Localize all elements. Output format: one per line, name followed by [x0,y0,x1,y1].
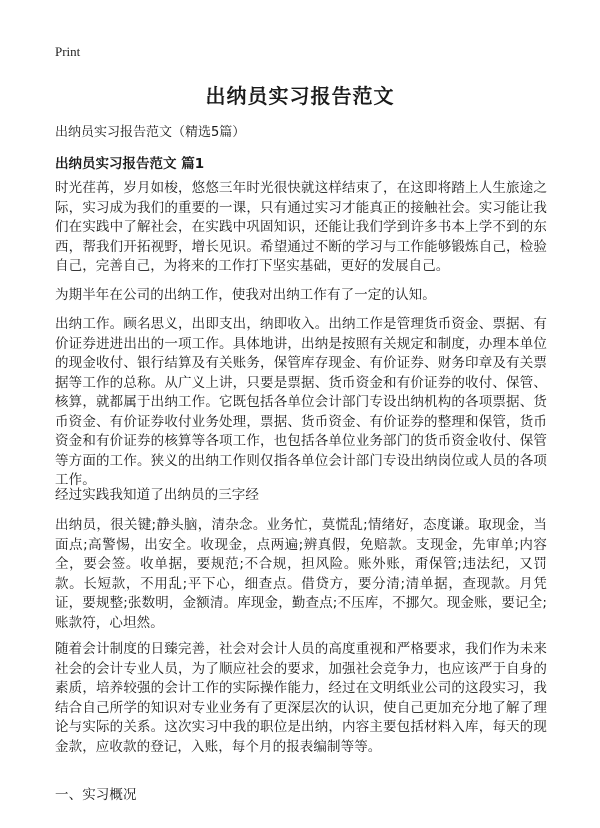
subsection-heading: 一、实习概况 [55,787,137,803]
paragraph: 随着会计制度的日臻完善，社会对会计人员的高度重视和严格要求，我们作为未来社会的会计专业人员，为了顺应社会的要求，加强社会竞争力，也应该严于自身的素质，培养较强的会计工作的实际操作能力，经过在文明纸业公司的这段实习，我结合自己所学的知识对专业业务有了更深层次的认识，使自己更加充分地了解了理论与实际的关系。这次实习中我的职位是出纳，内容主要包括材料入库，每天的现金款，应收款的登记，入账，每个月的报表编制等等。 [55,641,547,755]
print-link[interactable]: Print [55,44,81,59]
document-subtitle: 出纳员实习报告范文（精选5篇） [55,125,246,140]
document-title: 出纳员实习报告范文 [205,84,395,108]
paragraph: 时光荏苒，岁月如梭，悠悠三年时光很快就这样结束了，在这即将踏上人生旅途之际，实习成为我们的重要的一课，只有通过实习才能真正的接触社会。实习能让我们在实践中了解社会，在实践中巩固知识，还能让我们学到许多书本上学不到的东西，帮我们开拓视野，增长见识。希望通过不断的学习与工作能够锻炼自己，检验自己，完善自己，为将来的工作打下坚实基础，更好的发展自己。 [55,180,547,274]
section-heading: 出纳员实习报告范文 篇1 [55,156,205,172]
paragraph: 出纳工作。顾名思义，出即支出，纳即收入。出纳工作是管理货币资金、票据、有价证券进进出出的一项工作。具体地讲，出纳是按照有关规定和制度，办理本单位的现金收付、银行结算及有关账务，保管库存现金、有价证券、财务印章及有关票据等工作的总称。从广义上讲，只要是票据、货币资金和有价证券的收付、保管、核算，就都属于出纳工作。它既包括各单位会计部门专设出纳机构的各项票据、货币资金、有价证券收付业务处理，票据、货币资金、有价证券的整理和保管，货币资金和有价证券的核算等各项工作，也包括各单位业务部门的货币资金收付、保管等方面的工作。狭义的出纳工作则仅指各单位会计部门专设出纳岗位或人员的各项工作。 [55,316,547,488]
paragraph: 出纳员，很关键;静头脑，清杂念。业务忙，莫慌乱;情绪好，态度谦。取现金，当面点;高警惕，出安全。收现金，点两遍;辨真假，免赔款。支现金，先审单;内容全，要会签。收单据，要规范;不合规，担风险。账外账，甭保管;违法纪，又罚款。长短款，不用乱;平下心，细查点。借贷方，要分清;清单据，查现款。月凭证，要规整;张数明，金额清。库现金，勤查点;不压库，不挪欠。现金账，要记全;账款符，心坦然。 [55,517,547,631]
paragraph: 经过实践我知道了出纳员的三字经 [55,487,259,503]
paragraph: 为期半年在公司的出纳工作，使我对出纳工作有了一定的认知。 [55,287,436,303]
